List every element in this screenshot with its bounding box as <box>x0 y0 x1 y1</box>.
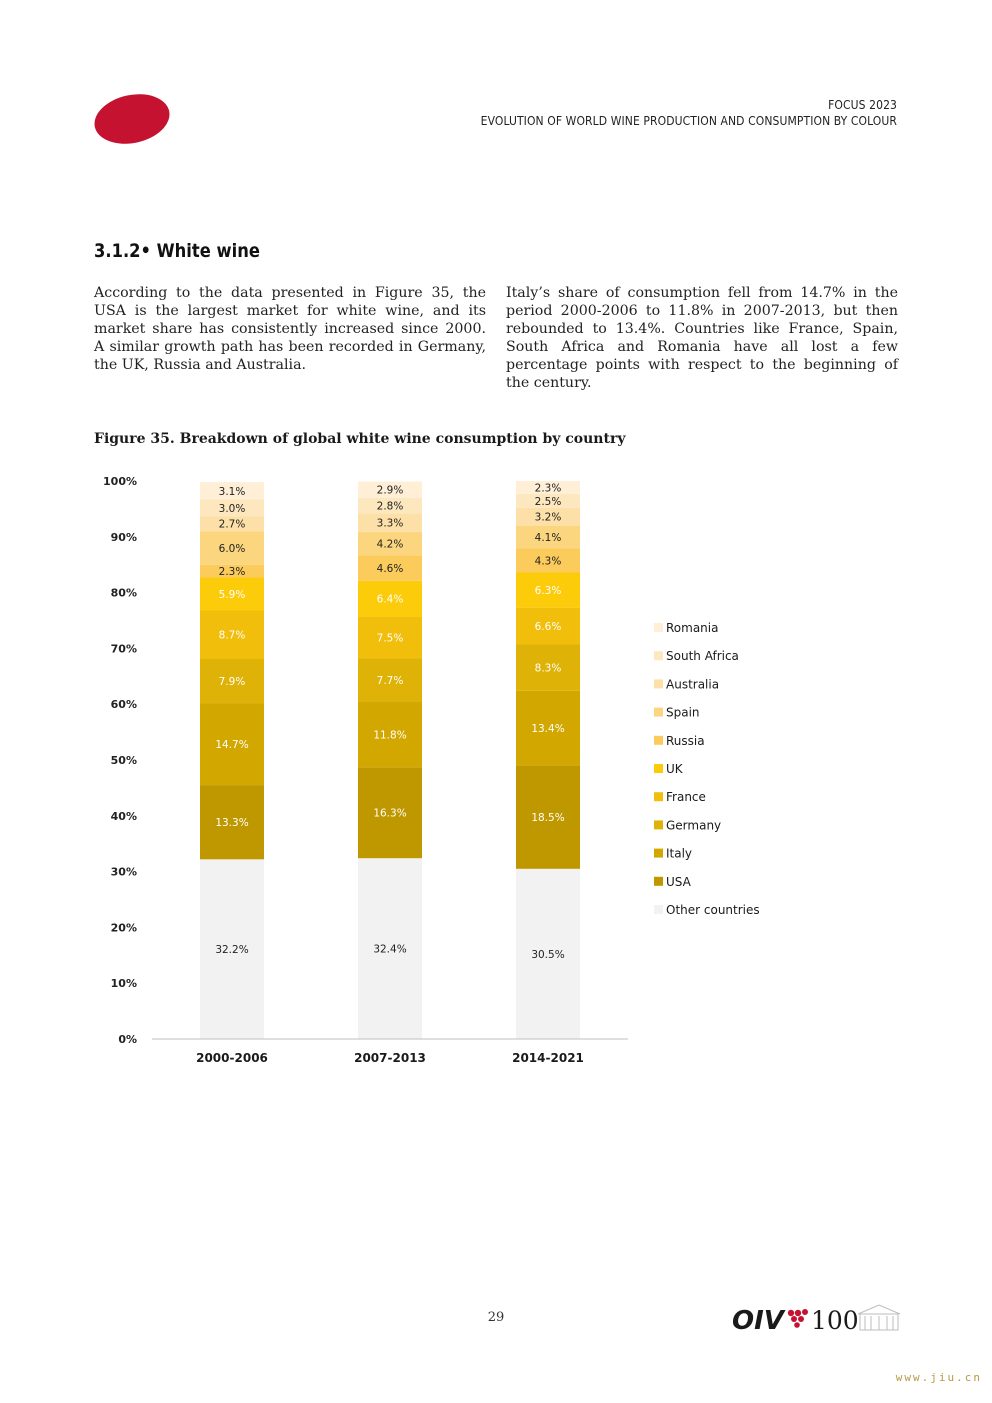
data-label: 6.3% <box>534 585 562 598</box>
data-label: 2.9% <box>376 484 404 497</box>
header-line-1: FOCUS 2023 <box>828 98 897 112</box>
header-line-2: EVOLUTION OF WORLD WINE PRODUCTION AND CONSUMPTION BY COLOUR <box>480 114 897 128</box>
data-label: 4.1% <box>534 532 562 545</box>
legend-swatch <box>654 820 663 829</box>
data-label: 14.7% <box>215 739 249 752</box>
section-title: 3.1.2• White wine <box>94 240 260 262</box>
legend-label: UK <box>666 762 683 776</box>
data-label: 4.2% <box>376 538 404 551</box>
legend-swatch <box>654 651 663 660</box>
oiv-logo-number: 100 <box>811 1306 859 1335</box>
legend-label: Germany <box>666 818 722 833</box>
data-label: 16.3% <box>373 807 407 820</box>
legend-label: Spain <box>666 705 700 720</box>
data-label: 13.4% <box>531 723 565 736</box>
data-label: 2.7% <box>218 518 246 531</box>
page-number: 29 <box>487 1310 505 1325</box>
data-label: 30.5% <box>531 948 565 961</box>
data-label: 13.3% <box>215 817 249 830</box>
data-label: 3.0% <box>218 502 246 515</box>
legend-label: USA <box>666 874 691 889</box>
y-tick-label: 10% <box>110 977 137 991</box>
data-label: 2.3% <box>534 482 562 495</box>
figure-title: Figure 35. Breakdown of global white wine consumption by country <box>94 431 626 447</box>
data-label: 6.0% <box>218 542 246 555</box>
legend-label: Australia <box>666 677 720 692</box>
oiv-logo-text: OIV <box>732 1306 784 1336</box>
data-label: 11.8% <box>373 729 407 742</box>
oiv-100-logo <box>732 1300 902 1336</box>
grape-icon <box>788 1309 808 1328</box>
legend-swatch <box>654 623 663 632</box>
data-label: 4.6% <box>376 563 404 576</box>
paragraph-right: Italy’s share of consumption fell from 14.7% in the period 2000-2006 to 11.8% in 2007-2013, but then rebounded to 13.4%. Countries like France, Spain, South Africa and Romania have all lost a few percentage points with respect to the beginning of the century. <box>506 285 898 391</box>
paragraph-left: According to the data presented in Figure 35, the USA is the largest market for white wine, and its market share has consistently increased since 2000. A similar growth path has been recorded in Germany, the UK, Russia and Australia. <box>94 285 486 373</box>
data-label: 8.7% <box>218 629 246 642</box>
y-tick-label: 80% <box>110 586 137 600</box>
data-label: 3.1% <box>218 485 246 498</box>
y-tick-label: 0% <box>118 1033 137 1046</box>
legend-label: Other countries <box>666 903 760 917</box>
y-tick-label: 40% <box>110 809 137 823</box>
data-label: 2.8% <box>376 500 404 513</box>
data-label: 3.3% <box>376 517 404 530</box>
legend-swatch <box>654 849 663 858</box>
data-label: 6.6% <box>534 621 562 634</box>
y-tick-label: 90% <box>110 530 137 544</box>
legend-label: Italy <box>666 846 693 861</box>
data-label: 8.3% <box>534 662 562 675</box>
x-tick-label: 2007-2013 <box>354 1051 426 1065</box>
data-label: 32.2% <box>215 944 249 957</box>
building-icon <box>858 1305 900 1330</box>
legend-swatch <box>654 905 663 914</box>
data-label: 5.9% <box>218 588 246 601</box>
y-tick-label: 50% <box>110 754 137 767</box>
legend-swatch <box>654 764 663 773</box>
legend-swatch <box>654 679 663 688</box>
legend-label: South Africa <box>666 649 739 664</box>
legend-label: France <box>666 790 706 805</box>
data-label: 18.5% <box>531 812 565 825</box>
legend-swatch <box>654 736 663 745</box>
y-tick-label: 100% <box>103 475 137 488</box>
watermark-text: www.jiu.cn <box>895 1371 982 1384</box>
data-label: 32.4% <box>373 943 407 956</box>
legend-label: Romania <box>666 621 719 635</box>
data-label: 2.3% <box>218 566 246 579</box>
data-label: 2.5% <box>534 495 562 508</box>
legend-swatch <box>654 792 663 801</box>
legend-label: Russia <box>666 733 705 748</box>
legend-swatch <box>654 708 663 717</box>
y-tick-label: 70% <box>110 642 137 656</box>
y-tick-label: 30% <box>110 865 137 879</box>
data-label: 4.3% <box>534 555 562 568</box>
data-label: 6.4% <box>376 593 404 606</box>
x-tick-label: 2014-2021 <box>512 1051 584 1065</box>
data-label: 7.5% <box>376 632 404 645</box>
y-tick-label: 60% <box>110 698 137 712</box>
data-label: 3.2% <box>534 511 562 524</box>
y-tick-label: 20% <box>110 921 137 935</box>
data-label: 7.9% <box>218 676 246 689</box>
legend-swatch <box>654 877 663 886</box>
data-label: 7.7% <box>376 674 404 687</box>
x-tick-label: 2000-2006 <box>196 1051 268 1065</box>
